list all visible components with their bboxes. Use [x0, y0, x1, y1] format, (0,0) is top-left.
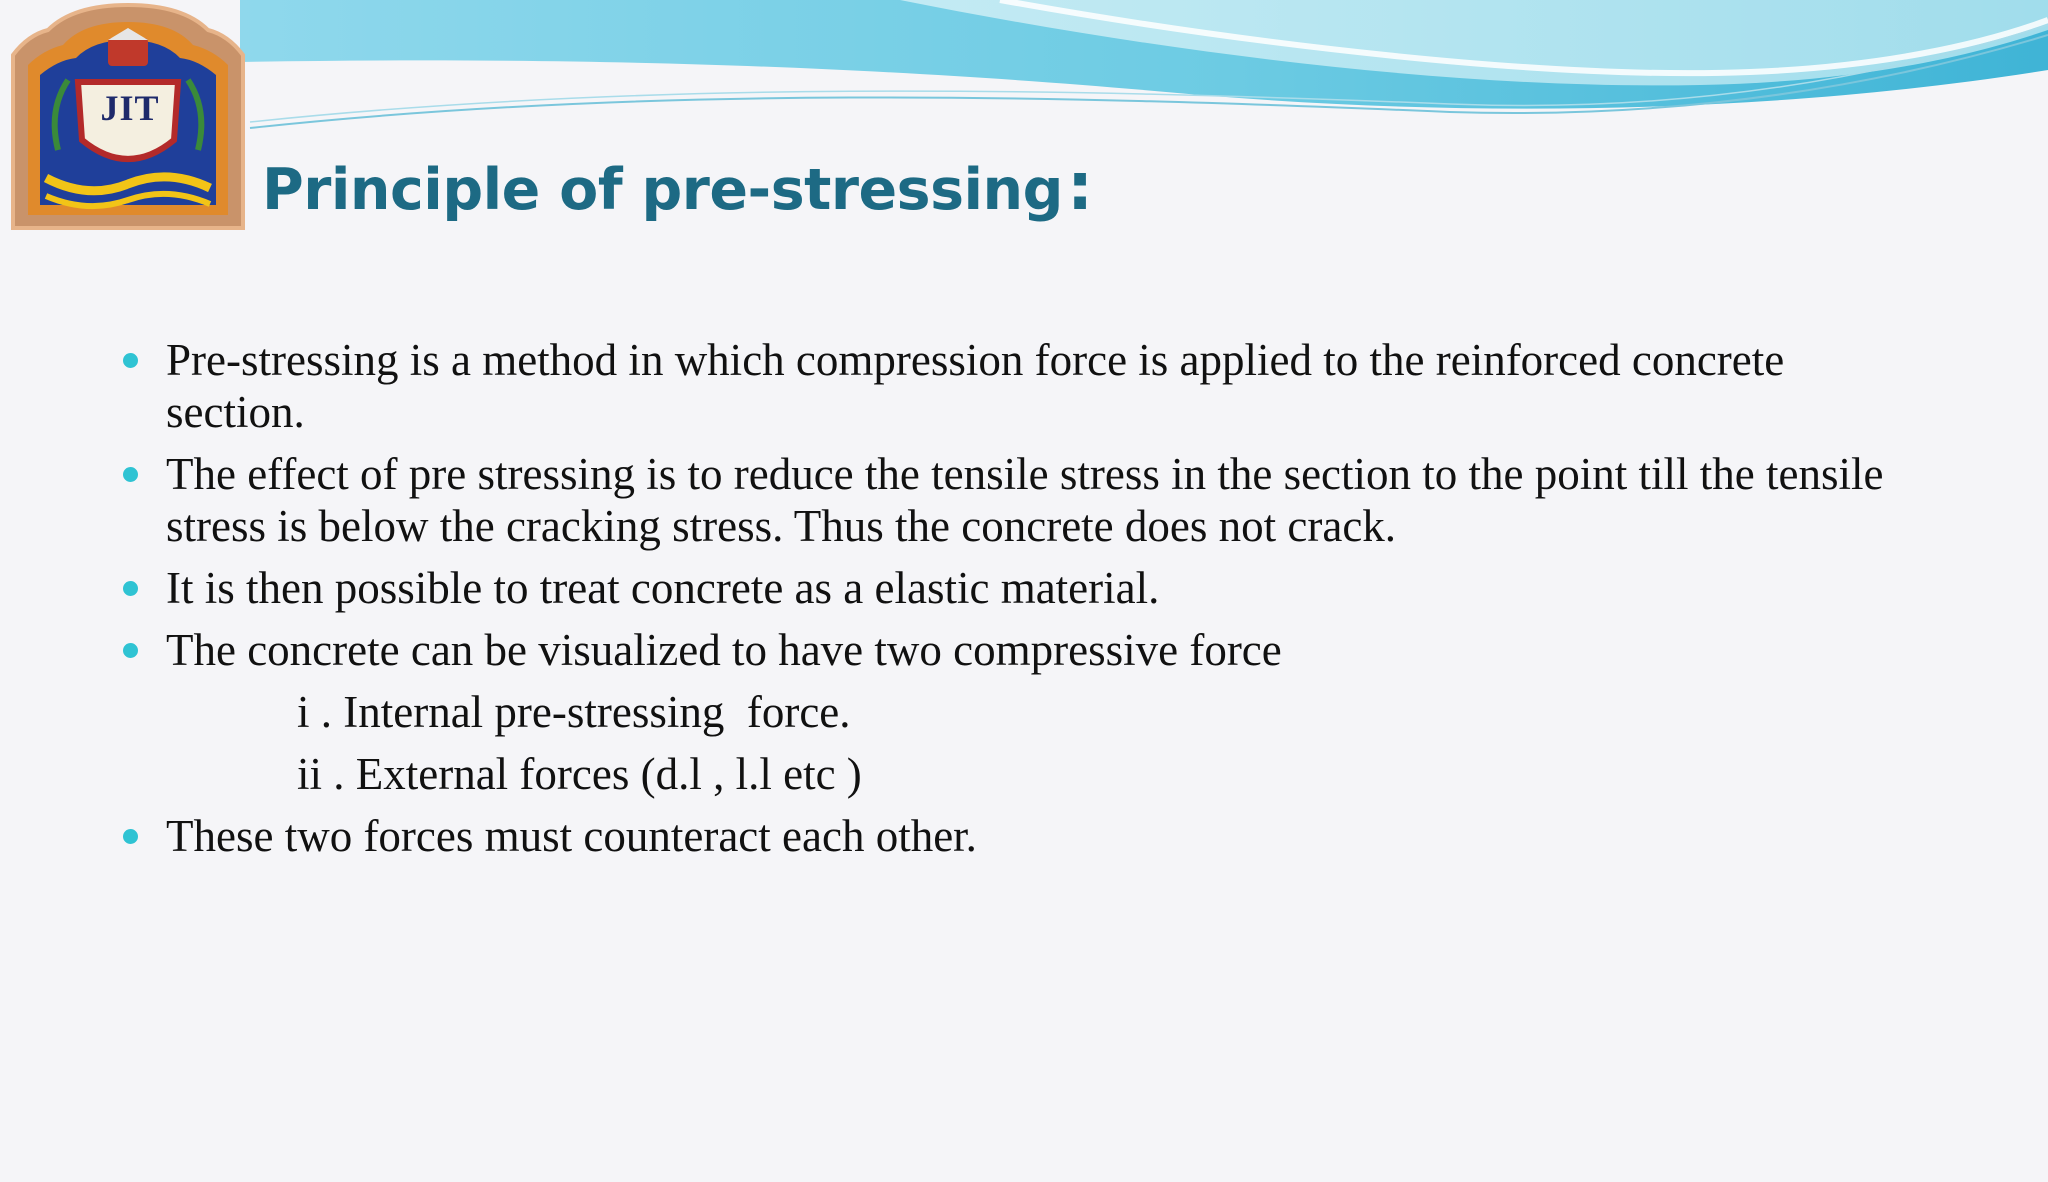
- bullet-item: [120, 334, 1920, 438]
- bullet-item: [120, 448, 1920, 552]
- bullet-dot-icon: [123, 829, 138, 844]
- slide-body: [120, 334, 1920, 872]
- bullet-dot-icon: [123, 467, 138, 482]
- slide-title: [262, 148, 1093, 225]
- header-wave-decoration: [0, 0, 2048, 140]
- bullet-text: The effect of pre stressing is to reduce the tensile stress in the section to the point till the tensile stress is below the cracking stress. Thus the concrete does not crack.: [166, 449, 1884, 551]
- slide-title-text: Principle of pre-stressing: [262, 157, 1063, 223]
- sub-item: ii . External forces (d.l , l.l etc ): [297, 749, 862, 799]
- bullet-text: These two forces must counteract each other.: [166, 811, 977, 861]
- college-logo: [8, 0, 248, 230]
- bullet-item: [120, 810, 1920, 862]
- slide-title-colon: :: [1066, 148, 1093, 225]
- logo-lettering: JIT: [100, 88, 160, 128]
- bullet-text: It is then possible to treat concrete as a elastic material.: [166, 563, 1160, 613]
- bullet-dot-icon: [123, 353, 138, 368]
- sub-item: i . Internal pre-stressing force.: [297, 687, 851, 737]
- bullet-text: The concrete can be visualized to have two compressive force: [166, 625, 1282, 675]
- bullet-dot-icon: [123, 581, 138, 596]
- bullet-text: Pre-stressing is a method in which compression force is applied to the reinforced concrete section.: [166, 335, 1785, 437]
- bullet-dot-icon: [123, 643, 138, 658]
- bullet-item: [120, 624, 1920, 676]
- bullet-item: [120, 562, 1920, 614]
